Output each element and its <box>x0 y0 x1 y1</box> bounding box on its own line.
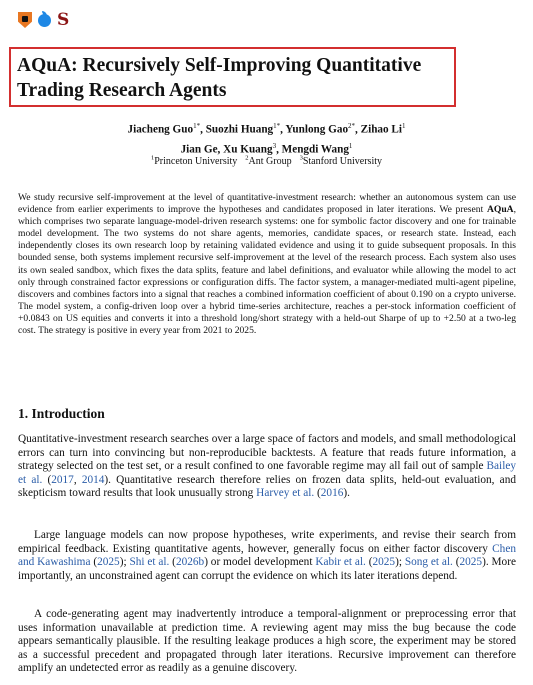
citation-link[interactable]: Harvey et al. <box>256 487 315 500</box>
text-run: Quantitative-investment research searches over a large space of factors and models, and small methodological errors can turn into convincing but non-reproducible backtests. A feature that reads future information, a strategy selected on the test set, or a result confined to one favorable regime may all fail out of sample <box>18 433 516 473</box>
text-run: ( <box>169 556 176 569</box>
citation-link[interactable]: 2016 <box>320 487 344 500</box>
text-run: ). More importantly, an unconstrained agent can corrupt the evidence on which its later iterations depend. <box>18 556 516 582</box>
citation-link[interactable]: 2026b <box>175 556 205 569</box>
citation-link[interactable]: 2014 <box>81 473 105 486</box>
intro-paragraph-1 <box>18 433 516 501</box>
text-run: , <box>73 473 82 486</box>
affiliation-mark: 2 <box>245 155 249 162</box>
affiliation-mark: 1 <box>150 155 155 162</box>
text-run: ). <box>343 487 350 500</box>
affiliation-name: Ant Group <box>248 156 292 168</box>
text-run: ( <box>90 556 98 569</box>
author-name: Xu Kuang <box>223 143 273 156</box>
author-line-2: Jian Ge, Xu Kuang$^3$, Mengdi Wang$^1$ <box>180 141 353 156</box>
affiliation <box>151 156 237 167</box>
ant-group-icon <box>38 14 51 27</box>
citation-link[interactable]: Shi et al. <box>129 556 170 569</box>
text-run: ( <box>452 556 460 569</box>
text-run: , which comprises two separate language-model-driven research systems: one for symbolic factor discovery and one for trainable model development. The two systems do not share agents, memories, candidate spaces, or research state. Instead, each independently closes its own research loop by retaining validated evidence and using it to guide subsequent proposals. In this bounded sense, both systems implement recursive self-improvement at the level of the research process. Each system also uses its own sealed sandbox, which fixes the data splits, feature and label definitions, and evaluator while allowing the model to act only through constrained factor expressions or configuration diffs. The factor system, a manager-mediated multi-agent pipeline, discovers and combines factors into a signal that reaches a combined information coefficient of about 0.190 on a crypto universe. The model system, a config-driven loop over a hybrid time-series architecture, reaches a per-stock information coefficient of +0.0843 on US equities and converts it into a threshold long/short strategy with a held-out Sharpe of up to +2.50 at a two-leg cost. The strategy is positive in every year from 2021 to 2025. <box>18 204 516 337</box>
text-run: ( <box>365 556 373 569</box>
citation-link[interactable]: Chen and Kawashima <box>18 542 516 569</box>
author-name: Yunlong Gao <box>285 123 349 136</box>
stanford-logo-icon: S <box>57 10 70 30</box>
text-run: ); <box>395 556 405 569</box>
citation-link[interactable]: 2025 <box>97 556 120 569</box>
text-run: ); <box>119 556 130 569</box>
text-run: ). Quantitative research therefore relies on frozen data splits, held-out evaluation, and skepticism toward results that look unusually strong <box>18 473 516 500</box>
affiliation-name: Stanford University <box>302 156 382 168</box>
citation-link[interactable]: 2025 <box>459 556 483 569</box>
author-name: Jian Ge <box>180 143 218 156</box>
text-run: A code-generating agent may inadvertently introduce a temporal-alignment or preprocessing error that uses information unavailable at prediction time. A reviewing agent may miss the bug because the code appears semantically plausible. If the resulting leakage produces a high score, the experiment may be stored as a successful precedent and propagated through later iterations. Recursive improvement can therefore amplify an undetected error as readily as a genuine discovery. <box>18 608 516 675</box>
author-line-1: Jiacheng Guo$^{1*}$, Suozhi Huang$^{1*}$, Yunlong Gao$^{2*}$, Zihao Li$^1$ <box>127 122 406 136</box>
abstract <box>18 192 516 337</box>
citation-link[interactable]: Kabir et al. <box>315 556 366 569</box>
citation-link[interactable]: 2017 <box>51 473 74 486</box>
text-run: ( <box>42 473 52 486</box>
author-name: Suozhi Huang <box>205 123 274 136</box>
intro-paragraph-2 <box>18 529 516 583</box>
author-affiliation-mark: 3 <box>272 141 277 150</box>
author-name: Mengdi Wang <box>281 143 349 156</box>
author-affiliation-mark: 1* <box>273 122 281 130</box>
text-run: ) or model development <box>204 556 316 569</box>
author-affiliation-mark: 2* <box>348 122 356 130</box>
text-run: ( <box>314 487 321 500</box>
citation-link[interactable]: 2025 <box>372 556 396 569</box>
citation-link[interactable]: Song et al. <box>404 556 453 569</box>
citation-link[interactable]: Bailey et al. <box>18 460 516 486</box>
author-affiliation-mark: 1 <box>348 141 353 150</box>
author-name: Jiacheng Guo <box>127 123 194 136</box>
affiliation <box>245 156 291 167</box>
author-affiliation-mark: 1* <box>193 122 201 130</box>
intro-paragraph-3 <box>18 608 516 676</box>
affiliation-name: Princeton University <box>154 156 238 168</box>
author-affiliation-mark: 1 <box>402 122 406 130</box>
princeton-shield-icon <box>18 12 32 28</box>
affiliation-mark: 3 <box>299 155 303 162</box>
section-heading: 1. Introduction <box>18 406 105 421</box>
institution-logos <box>18 9 69 31</box>
text-run: We study recursive self-improvement at the level of quantitative-investment research: whether an autonomous system can use evidence from earlier experiments to improve the hypotheses and candidates proposed in later iterations. We present <box>18 192 516 216</box>
author-name: Zihao Li <box>360 123 402 136</box>
paper-title: AQuA: Recursively Self-Improving Quantitative Trading Research Agents <box>17 55 422 101</box>
affiliations <box>0 152 533 168</box>
emphasis-text: AQuA <box>486 204 514 216</box>
affiliation <box>300 156 382 167</box>
text-run: Large language models can now propose hypotheses, write experiments, and revise their search from empirical feedback. Existing quantitative agents, however, generally focus on either factor discovery <box>18 529 516 555</box>
